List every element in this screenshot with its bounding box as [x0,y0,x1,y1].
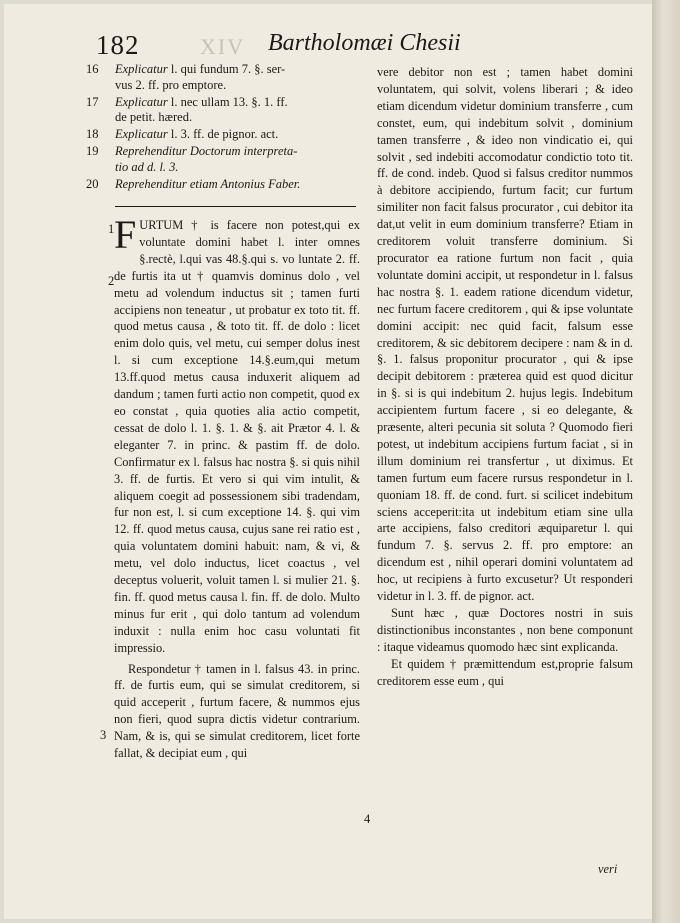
summary-item: 16 Explicatur l. qui fundum 7. §. ser- vus 2. ff. pro emptore. [86,62,286,92]
section-divider [115,206,356,207]
margin-number-2: 2 [108,274,115,288]
left-paragraph-1: FURTUM † is facere non potest,qui ex voluntate domini habet l. inter omnes §.rectè, l.qui vas 48.§.qui s. vo luntate 2. ff. de furtis ita ut † quamvis dominus dolo , vel metu ad volendum inductus sit ; tamen furti accipiens non teneatur , ut probatur ex toto tit. ff. quod metus causa , & toto tit. ff. de dolo : licet enim dolo quis, vel metu, cui semper dolus inest l. si cum exceptione 14.§.eum,qui metum 13.ff.quod metus causa induxerit aliquem ad dandum ; tamen furti actio non competit, quod ex eo constat , quia quoties alia actio competit, cessat de dolo l. 1. §. 1. & §. ait Prætor 4. l. & eleganter 7. in princ. & pastim ff. de dolo. Confirmatur ex l. falsus hac nostra §. si quis nihil 3. ff. de furtis. Et vero si qui vim intulit, & aliquem coegit ad possessionem sibi tradendam, fur non est, l. si cum exceptione 14. §. qui vim 12. ff. quod metus causa, cujus sane rei ratio est , quia voluntatem domini habuit: nam, & vi, & metu, vel dolo inductus, licet coactus , vel deceptus voluerit, voluit tamen l. si mulier 21. §. fin. ff. quod metus causa l. fin. ff. de dolo. Multo minus fur erit , qui dolo tantum ad volendum induxit : nulla enim hoc casu voluntati fit impressio. [114,212,360,655]
margin-number-3: 3 [100,728,107,742]
summary-item: 20 Reprehenditur etiam Antonius Faber. [86,176,301,191]
right-paragraph-3: Et quidem † præmittendum est,proprie falsum creditorem esse eum , qui [377,656,633,688]
summary-item: 17 Explicatur l. nec ullam 13. §. 1. ff. de petit. hæred. [86,94,288,124]
right-paragraph-1: vere debitor non est ; tamen habet domini voluntatem, qui solvit, volens liberari ; & ideo etiam dicendum videtur dominium transferre , cum constet, eum, qui indebitum solvit , dominium tamen transferre , & ideo non vindicatio ei, qui solvit , sed indebiti accomodatur condictio toto tit. ff. de cond. indeb. Quod si falsus creditor nummos à debitore accipiendo, furtum facit; cur furtum similiter non facit falsus procurator , cui debitor ita dat,ut velit in eum dominium transferre? Etiam in creditorem voluit transferre dominium. Si procurator ea ratione furtum non facit , quia voluntate domini accipit, ut respondetur in l. falsus hac nostra §. 1. eadem ratione dicendum videtur, nec furtum facere creditorem , qui & ipse voluntate domini accipit: nec quid facit, falsum esse creditorem, & sic debitorem decipere : nam & in d. §. 1. falsus proponitur procurator , qui & ipse decipit debitorem : præterea quid est quod dicitur in §. si is qui indebitum 2. hujus legis. Indebitum accipientem furtum facere , si eo delegante, & præsente, alteri pecunia sit soluta ? Quomodo fieri potest, ut indebitum accipiens furtum faciat , si in illum dominium rei transfertur , ut diximus. Et tamen furtum eum facere rursus respondetur in l. quoniam 18. ff. de cond. furt. si scilicet indebitum sciens acceperit:ita ut indebitum etiam sine ulla arte accipiens, falso creditori æquiparetur l. qui fundum 7. §. servus 2. ff. pro emptore: an dicendum est , nihil operari domini voluntatem ad hoc, ut recipiens à furto excusetur? Ut responderi videtur in l. 3. ff. de pignor. act. [377,65,633,604]
left-column [114,212,360,762]
left-paragraph-2: Respondetur † tamen in l. falsus 43. in princ. ff. de furtis eum, qui se simulat creditorem, si quid acceperit , furtum facere, & nummos ejus non fieri, quod supra dictis videtur contrarium. Nam, & is, qui se simulat creditorem, licet forte fallat, & decipiat eum , qui [114,661,360,761]
margin-number-1: 1 [108,222,115,236]
margin-number-4: 4 [364,812,371,826]
drop-capital: F [114,212,137,257]
page-number: 182 [96,30,140,60]
summary-item: 19 Reprehenditur Doctorum interpreta- tio ad d. l. 3. [86,144,298,174]
summary-list [78,62,378,194]
right-paragraph-2: Sunt hæc , quæ Doctores nostri in suis distinctionibus inconstantes , non bene componunt : itaque videamus quomodo hæc sint explicanda. [377,606,633,654]
catchword: veri [598,862,618,876]
page-header [96,30,636,62]
right-column [377,64,633,690]
running-head: Bartholomæi Chesii [268,30,461,56]
summary-item: 18 Explicatur l. 3. ff. de pignor. act. [86,127,279,141]
book-spine [652,0,680,923]
show-through-text: XIV [200,34,246,59]
